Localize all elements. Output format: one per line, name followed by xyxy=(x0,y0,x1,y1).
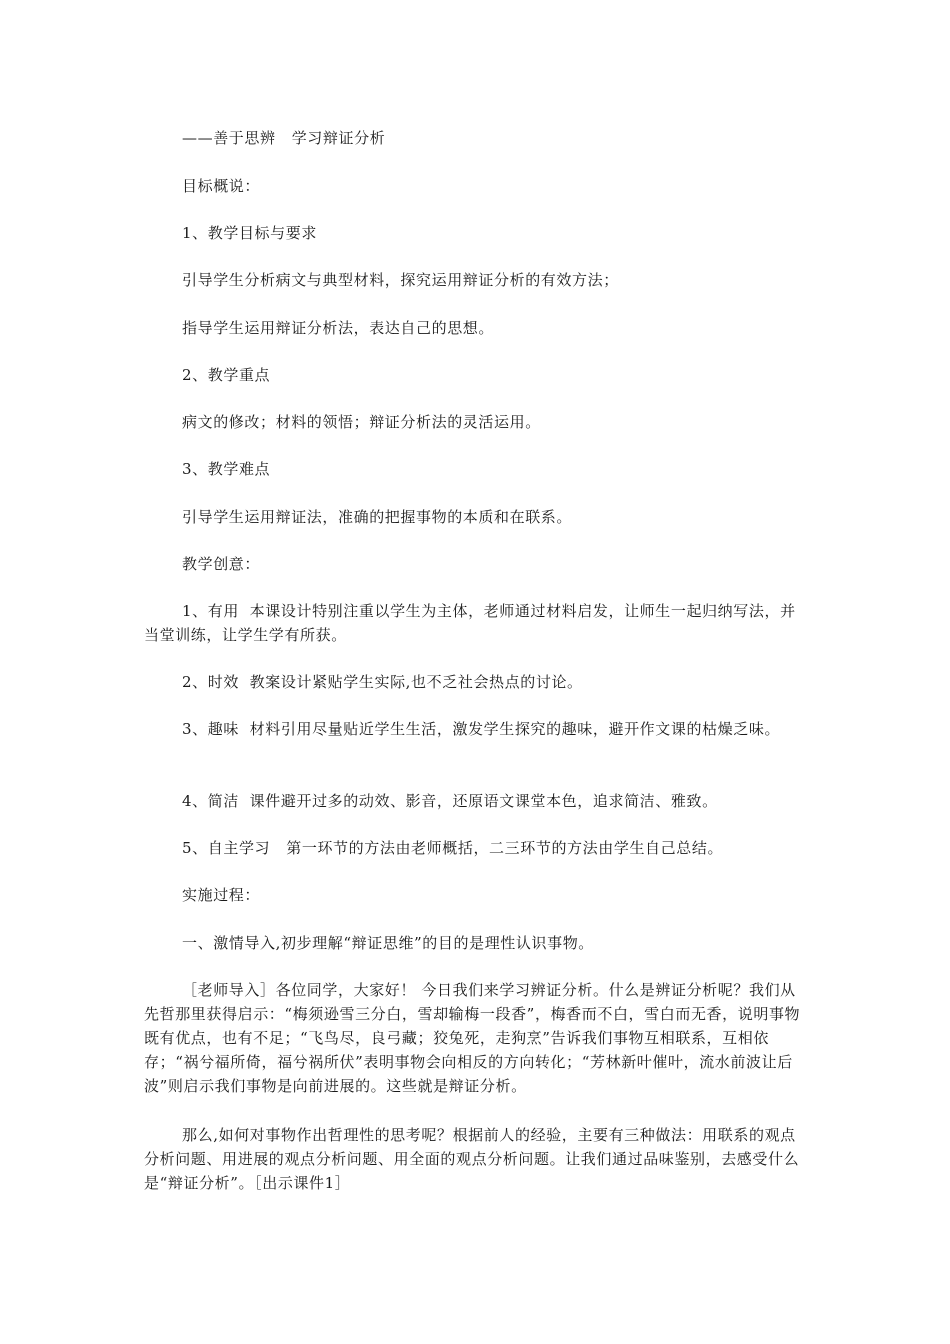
item3-body: 引导学生运用辩证法，准确的把握事物的本质和在联系。 xyxy=(182,508,573,526)
creative-item-2: 2、时效 教案设计紧贴学生实际,也不乏社会热点的讨论。 xyxy=(182,673,583,691)
intro-paragraph: ［老师导入］各位同学，大家好！ 今日我们来学习辨证分析。什么是辨证分析呢？我们从先哲那里获得启示：“梅须逊雪三分白，雪却输梅一段香”，梅香而不白，雪白而无香，说明事物既有优点，也有不足；“飞鸟尽，良弓藏；狡兔死，走狗烹”告诉我们事物互相联系，互相依存；“祸兮福所倚，福兮祸所伏”表明事物会向相反的方向转化；“芳林新叶催叶，流水前波让后波”则启示我们事物是向前进展的。这些就是辩证分析。 xyxy=(144,981,801,1095)
goal-heading: 目标概说： xyxy=(182,177,261,195)
item2-body: 病文的修改；材料的领悟；辩证分析法的灵活运用。 xyxy=(182,413,541,431)
subtitle: ——善于思辨 学习辩证分析 xyxy=(182,129,386,147)
creative-item-5: 5、自主学习 第一环节的方法由老师概括，二三环节的方法由学生自己总结。 xyxy=(182,839,724,857)
section-1-title: 一、激情导入,初步理解“辩证思维”的目的是理性认识事物。 xyxy=(182,934,594,952)
method-paragraph: 那么,如何对事物作出哲理性的思考呢？根据前人的经验，主要有三种做法：用联系的观点分析问题、用进展的观点分析问题、用全面的观点分析问题。让我们通过品味鉴别，去感受什么是“辩证分析”。［出示课件1］ xyxy=(144,1126,800,1192)
creative-item-1: 1、有用 本课设计特别注重以学生为主体，老师通过材料启发，让师生一起归纳写法，并当堂训练，让学生学有所获。 xyxy=(144,602,796,644)
creative-item-3: 3、趣味 材料引用尽量贴近学生生活，激发学生探究的趣味，避开作文课的枯燥乏味。 xyxy=(182,720,781,738)
creative-item-4: 4、简洁 课件避开过多的动效、影音，还原语文课堂本色，追求简洁、雅致。 xyxy=(182,792,718,810)
item2-title: 2、教学重点 xyxy=(182,366,271,384)
item1-title: 1、教学目标与要求 xyxy=(182,224,317,242)
process-heading: 实施过程： xyxy=(182,886,261,904)
creative-heading: 教学创意： xyxy=(182,555,261,573)
item1-line1: 引导学生分析病文与典型材料，探究运用辩证分析的有效方法； xyxy=(182,271,619,289)
item3-title: 3、教学难点 xyxy=(182,460,271,478)
item1-line2: 指导学生运用辩证分析法，表达自己的思想。 xyxy=(182,319,495,337)
